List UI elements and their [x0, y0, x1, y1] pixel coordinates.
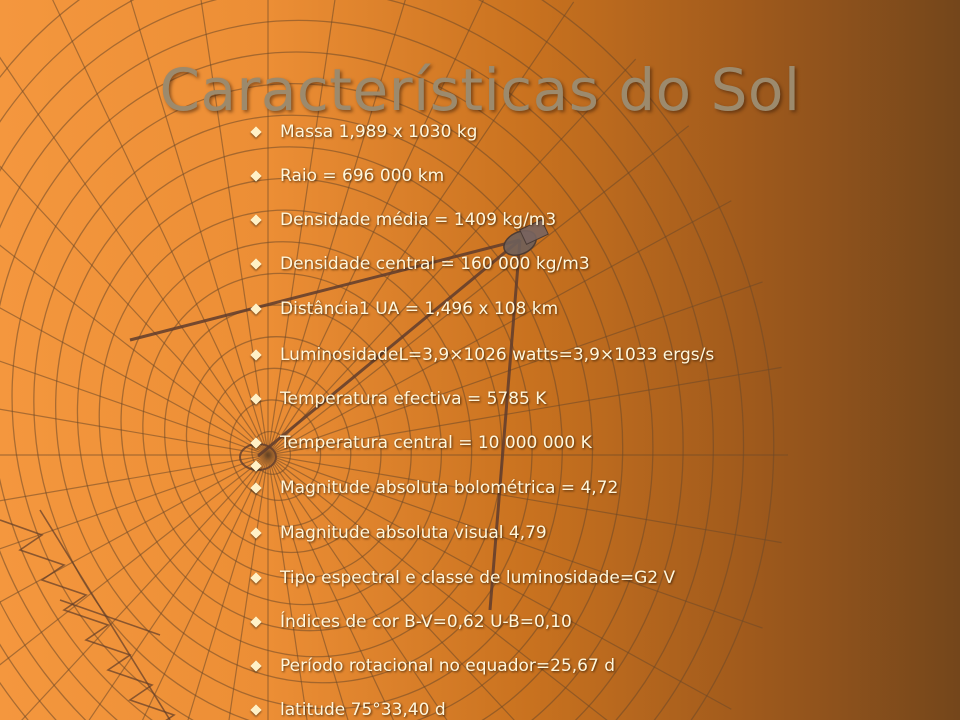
diamond-bullet-icon [250, 349, 261, 360]
diamond-bullet-icon [250, 616, 261, 627]
list-item [248, 297, 558, 321]
bullet-list [248, 0, 948, 720]
item-text: Massa 1,989 x 1030 kg [280, 122, 478, 142]
diamond-bullet-icon [250, 660, 261, 671]
item-text: Densidade média = 1409 kg/m3 [280, 210, 557, 230]
list-item [248, 431, 592, 455]
list-item [248, 476, 618, 500]
item-text: Temperatura central = 10 000 000 K [280, 433, 592, 453]
list-item [248, 456, 280, 476]
list-item [248, 698, 446, 720]
item-text: Distância1 UA = 1,496 x 108 km [280, 299, 559, 319]
diamond-bullet-icon [250, 214, 261, 225]
list-item [248, 120, 477, 144]
item-text: Raio = 696 000 km [280, 166, 445, 186]
list-item [248, 387, 546, 411]
list-item [248, 343, 714, 367]
diamond-bullet-icon [250, 704, 261, 715]
diamond-bullet-icon [250, 572, 261, 583]
diamond-bullet-icon [250, 303, 261, 314]
diamond-bullet-icon [250, 460, 261, 471]
item-text: latitude 75°33,40 d [280, 700, 446, 720]
list-item [248, 610, 572, 634]
list-item [248, 566, 675, 590]
diamond-bullet-icon [250, 527, 261, 538]
list-item [248, 164, 444, 188]
item-text: Magnitude absoluta bolométrica = 4,72 [280, 478, 619, 498]
item-text: Magnitude absoluta visual 4,79 [280, 523, 547, 543]
diamond-bullet-icon [250, 258, 261, 269]
item-text: Índices de cor B-V=0,62 U-B=0,10 [280, 612, 572, 632]
diamond-bullet-icon [250, 126, 261, 137]
list-item [248, 252, 590, 276]
list-item [248, 521, 547, 545]
item-text: Temperatura efectiva = 5785 K [280, 389, 547, 409]
diamond-bullet-icon [250, 482, 261, 493]
diamond-bullet-icon [250, 437, 261, 448]
item-text: LuminosidadeL=3,9×1026 watts=3,9×1033 ergs/s [280, 345, 715, 365]
list-item [248, 208, 556, 232]
item-text: Período rotacional no equador=25,67 d [280, 656, 616, 676]
slide-title: Características do Sol [159, 56, 801, 124]
diamond-bullet-icon [250, 170, 261, 181]
list-item [248, 654, 615, 678]
item-text: Tipo espectral e classe de luminosidade=G2 V [280, 568, 676, 588]
item-text: Densidade central = 160 000 kg/m3 [280, 254, 590, 274]
diamond-bullet-icon [250, 393, 261, 404]
